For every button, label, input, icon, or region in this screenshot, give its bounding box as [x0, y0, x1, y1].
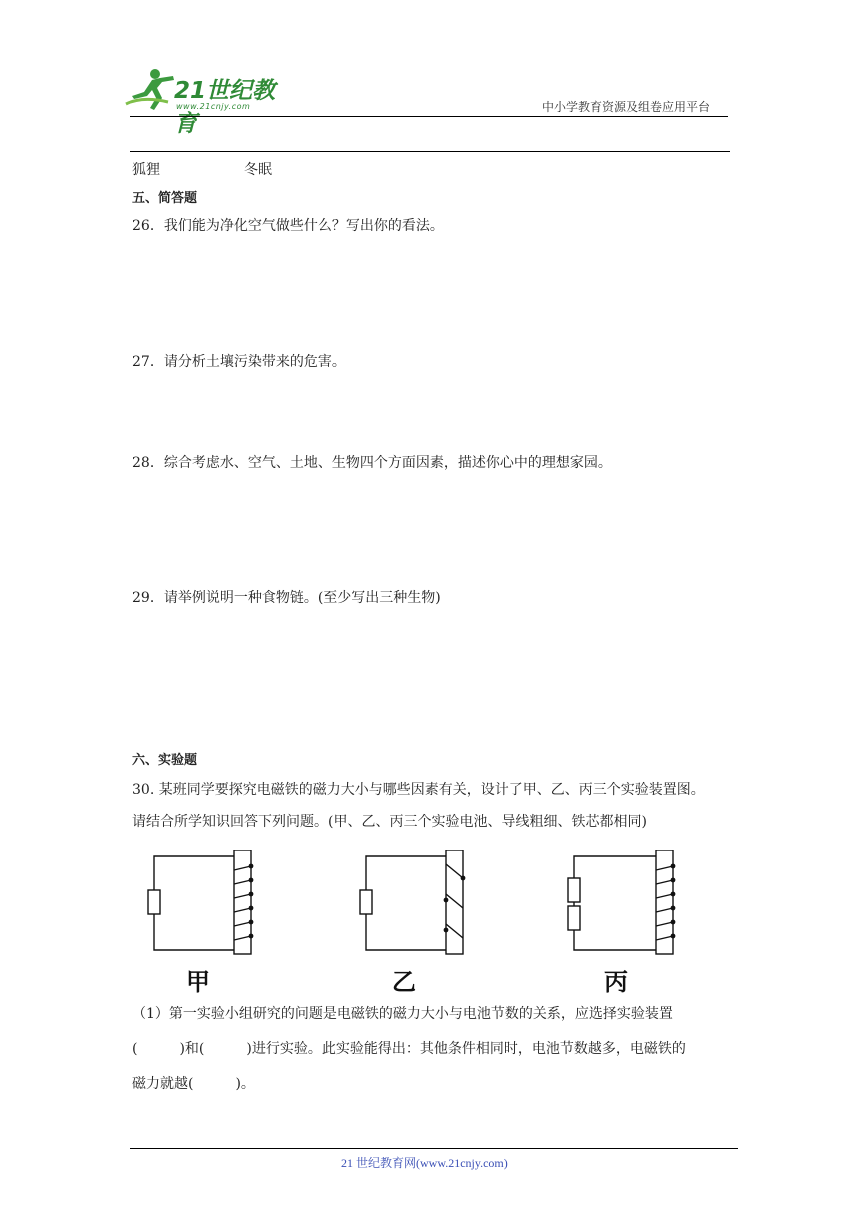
question-27: 27．请分析土壤污染带来的危害。	[132, 354, 346, 370]
header-divider	[130, 116, 728, 117]
footer-divider	[130, 1148, 738, 1149]
section-5-title: 五、简答题	[132, 191, 198, 206]
question-28: 28．综合考虑水、空气、土地、生物四个方面因素，描述你心中的理想家园。	[132, 455, 612, 471]
sub-question-1-line-1: （1）第一实验小组研究的问题是电磁铁的磁力大小与电池节数的关系，应选择实验装置	[132, 1006, 673, 1022]
question-26: 26．我们能为净化空气做些什么？写出你的看法。	[132, 218, 444, 234]
footer-text: 21 世纪教育网(www.21cnjy.com)	[341, 1156, 508, 1170]
diagram-bing	[562, 850, 692, 960]
question-29: 29．请举例说明一种食物链。(至少写出三种生物)	[132, 590, 441, 606]
logo-title: 21世纪教育	[174, 78, 276, 137]
header-logo	[122, 66, 292, 137]
sub-question-1-line-2: ( )和( )进行实验。此实验能得出：其他条件相同时，电池节数越多，电磁铁的	[132, 1041, 686, 1057]
diagram-label-jia: 甲	[186, 968, 210, 996]
question-30-line-1: 30. 某班同学要探究电磁铁的磁力大小与哪些因素有关，设计了甲、乙、丙三个实验装置图。	[132, 782, 705, 798]
sub-question-1-line-3: 磁力就越( )。	[132, 1076, 255, 1092]
diagram-jia	[140, 850, 270, 960]
diagram-yi	[352, 850, 482, 960]
diagram-label-bing: 丙	[604, 968, 628, 996]
content-top-divider	[130, 151, 730, 152]
animal-behavior: 冬眠	[244, 162, 272, 178]
animal-name: 狐狸	[132, 162, 160, 178]
question-30-line-2: 请结合所学知识回答下列问题。(甲、乙、丙三个实验电池、导线粗细、铁芯都相同)	[132, 814, 647, 830]
header-platform-text: 中小学教育资源及组卷应用平台	[542, 100, 711, 114]
logo-url: www.21cnjy.com	[176, 102, 251, 111]
section-6-title: 六、实验题	[132, 753, 198, 768]
runner-logo-icon	[122, 66, 180, 112]
diagram-label-yi: 乙	[392, 968, 416, 996]
